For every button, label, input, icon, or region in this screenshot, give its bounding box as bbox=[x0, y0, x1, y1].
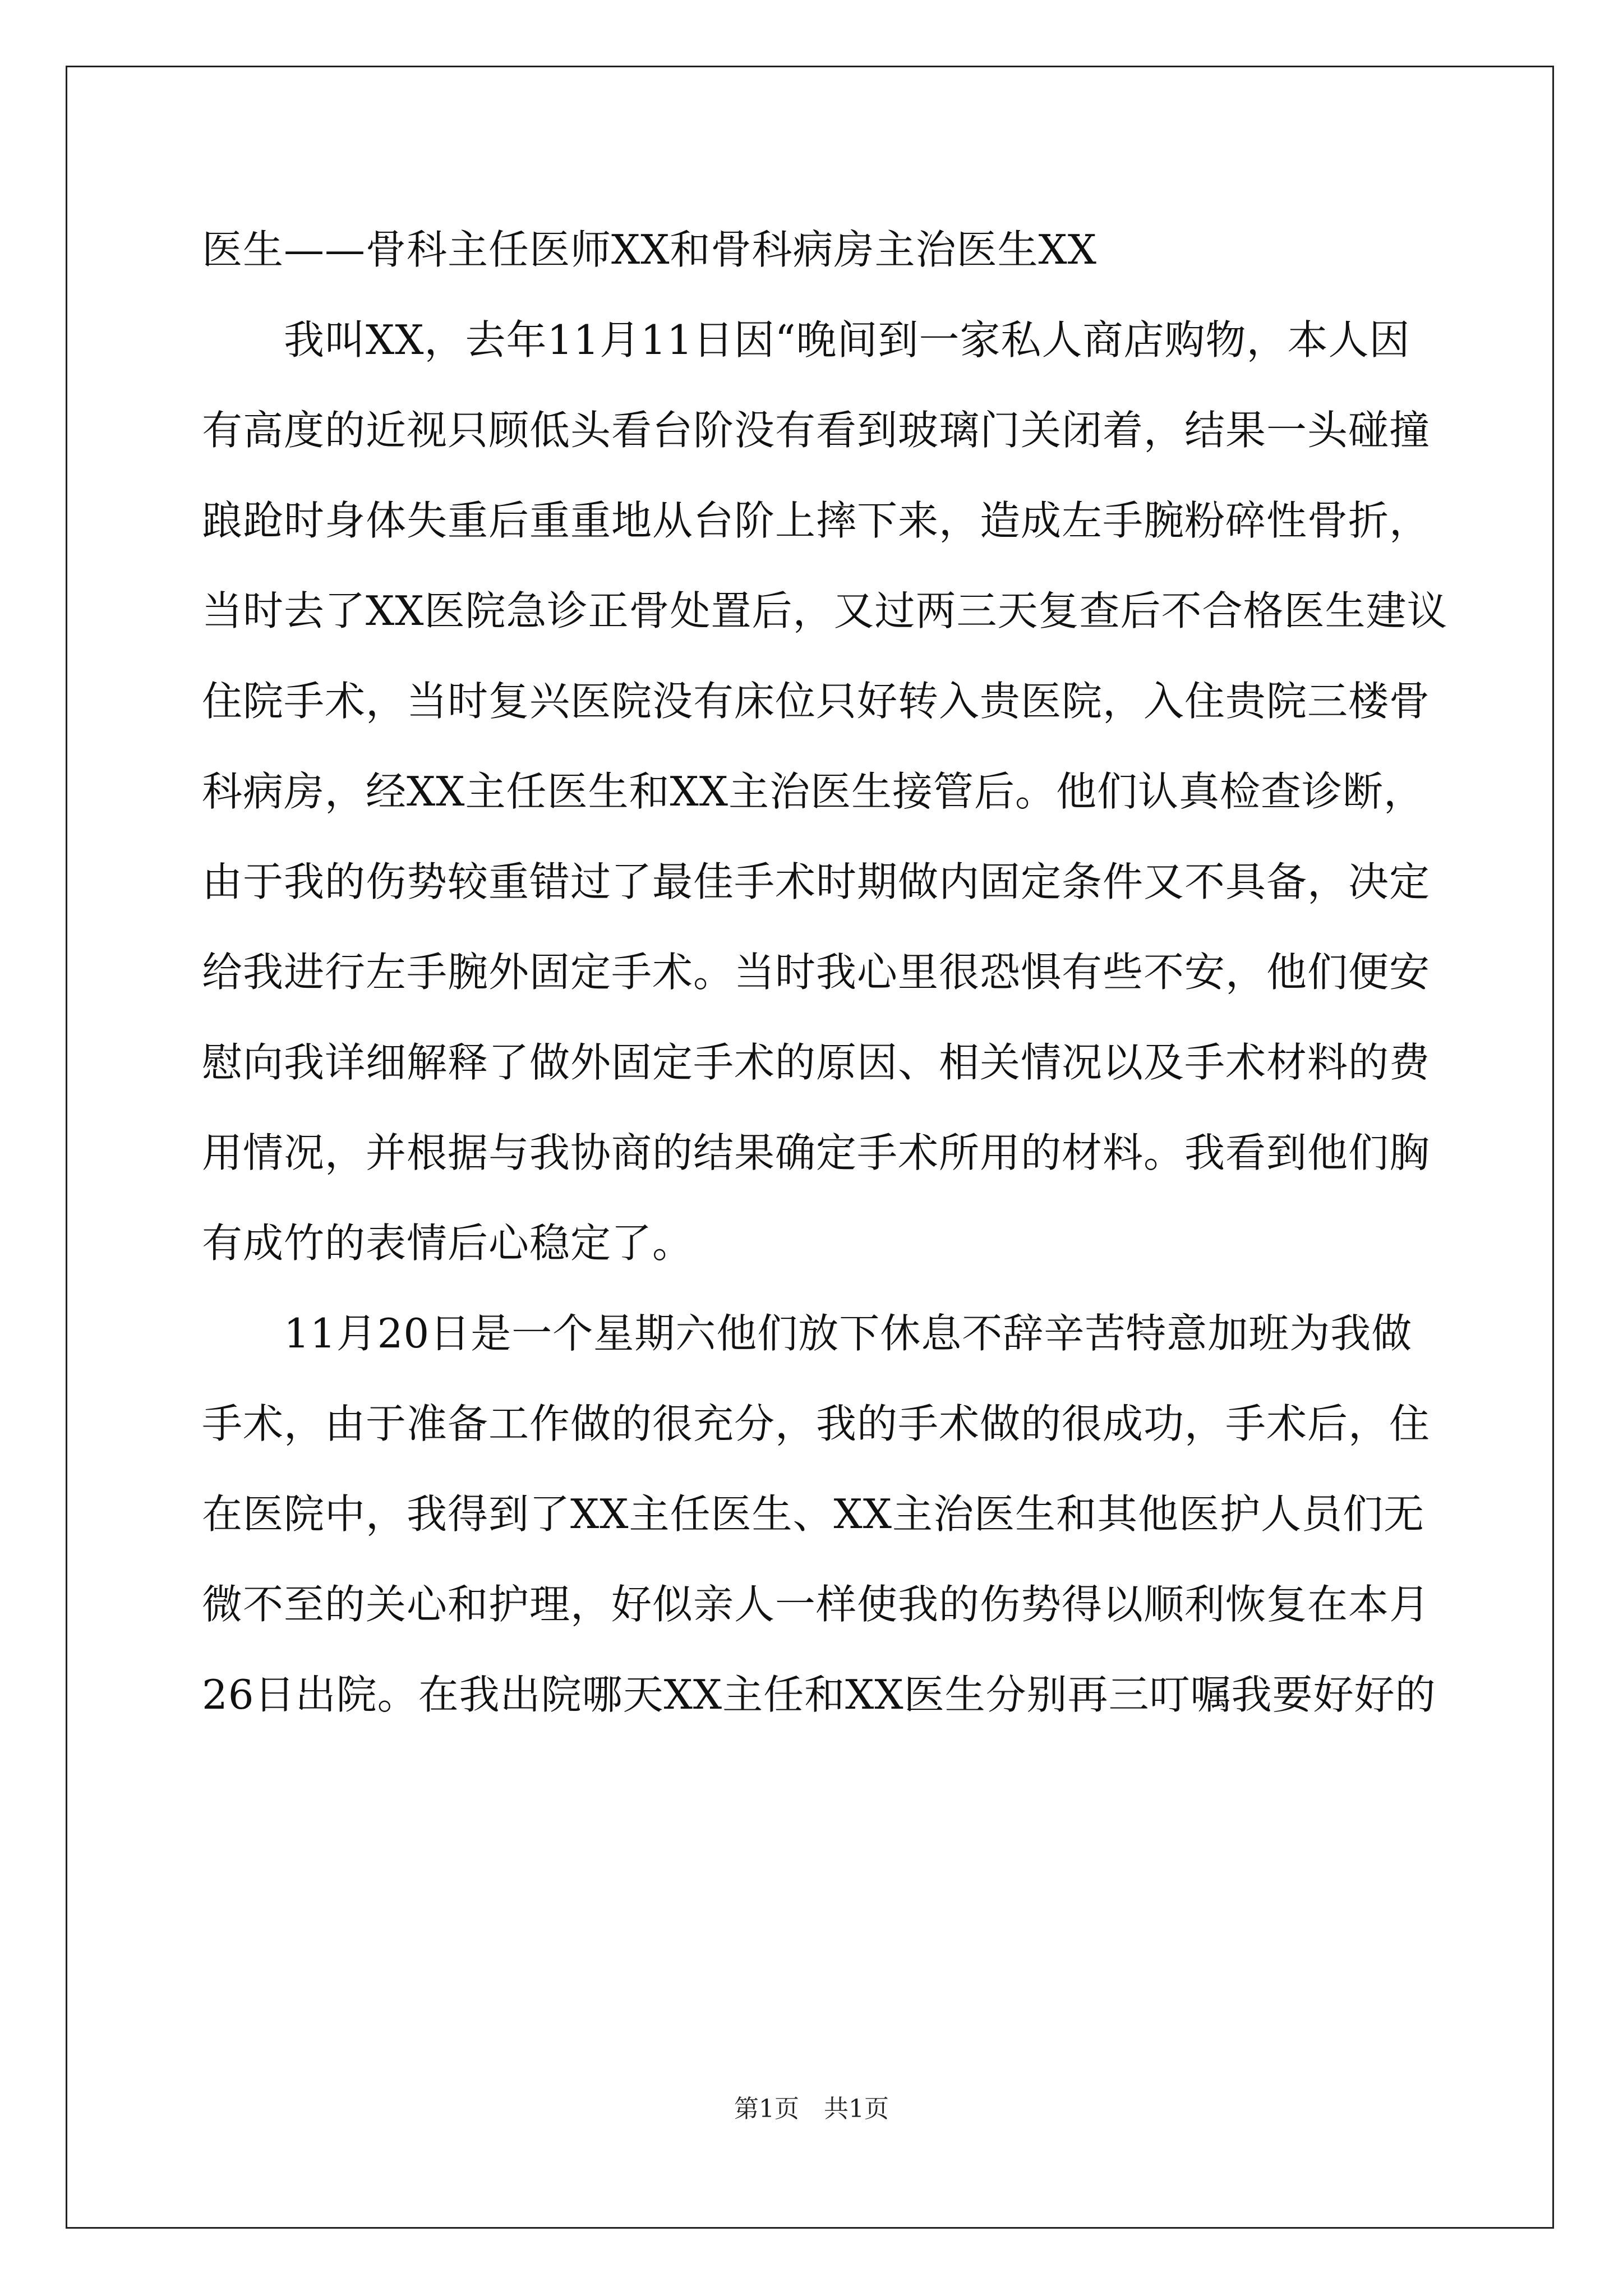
text-line: 有高度的近视只顾低头看台阶没有看到玻璃门关闭着，结果一头碰撞 bbox=[202, 407, 1431, 454]
text-line: 科病房，经XX主任医生和XX主治医生接管后。他们认真检查诊断， bbox=[202, 768, 1425, 815]
page-footer: 第1页 共1页 bbox=[734, 2095, 889, 2123]
text-line: 微不至的关心和护理，好似亲人一样使我的伤势得以顺利恢复在本月 bbox=[202, 1581, 1431, 1628]
text-line: 给我进行左手腕外固定手术。当时我心里很恐惧有些不安，他们便安 bbox=[202, 949, 1431, 996]
text-line: 26日出院。在我出院哪天XX主任和XX医生分别再三叮嘱我要好好的 bbox=[202, 1671, 1436, 1718]
text-line: 当时去了XX医院急诊正骨处置后，又过两三天复查后不合格医生建议 bbox=[202, 587, 1448, 634]
text-line-title: 医生——骨科主任医师XX和骨科病房主治医生XX bbox=[202, 226, 1098, 273]
text-line: 11月20日是一个星期六他们放下休息不辞辛苦特意加班为我做 bbox=[202, 1310, 1413, 1357]
text-line: 踉跄时身体失重后重重地从台阶上摔下来，造成左手腕粉碎性骨折， bbox=[202, 497, 1431, 544]
text-line: 在医院中，我得到了XX主任医生、XX主治医生和其他医护人员们无 bbox=[202, 1490, 1425, 1538]
text-line: 我叫XX，去年11月11日因“晚间到一家私人商店购物，本人因 bbox=[202, 316, 1410, 364]
text-line: 住院手术，当时复兴医院没有床位只好转入贵医院，入住贵院三楼骨 bbox=[202, 678, 1431, 725]
text-line: 手术，由于准备工作做的很充分，我的手术做的很成功，手术后，住 bbox=[202, 1400, 1431, 1447]
text-line: 用情况，并根据与我协商的结果确定手术所用的材料。我看到他们胸 bbox=[202, 1129, 1431, 1176]
text-line: 由于我的伤势较重错过了最佳手术时期做内固定条件又不具备，决定 bbox=[202, 858, 1431, 905]
text-line: 有成竹的表情后心稳定了。 bbox=[202, 1220, 694, 1267]
text-line: 慰向我详细解释了做外固定手术的原因、相关情况以及手术材料的费 bbox=[202, 1039, 1431, 1086]
